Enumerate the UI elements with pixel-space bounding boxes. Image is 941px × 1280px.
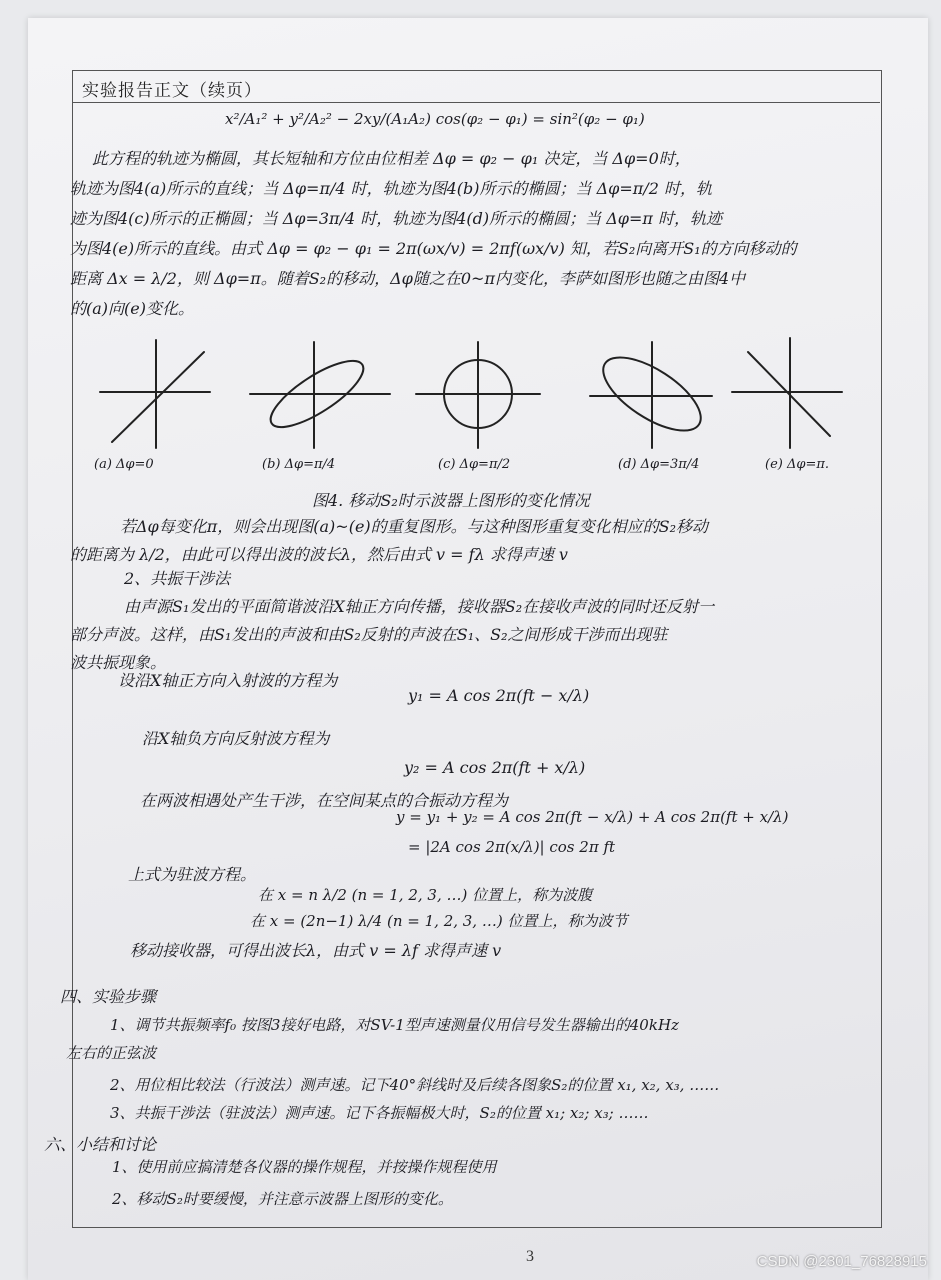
page-number: 3 — [526, 1248, 534, 1265]
step-3: 3、共振干涉法（驻波法）测声速。记下各振幅极大时，S₂的位置 x₁; x₂; x₃; …… — [110, 1104, 649, 1122]
lissajous-d — [590, 342, 712, 448]
para1-line3: 迹为图4(c)所示的正椭圆；当 Δφ=3π/4 时，轨迹为图4(d)所示的椭圆；当 Δφ=π 时，轨迹 — [70, 209, 722, 228]
lissajous-b — [250, 342, 390, 448]
header-row — [72, 70, 880, 103]
section2-title: 2、共振干涉法 — [124, 569, 231, 588]
fig-label-a: (a) Δφ=0 — [94, 457, 154, 472]
step-2: 2、用位相比较法（行波法）测声速。记下40°斜线时及后续各图象S₂的位置 x₁, x₂, x₃, …… — [110, 1076, 720, 1094]
note-1: 1、使用前应搞清楚各仪器的操作规程，并按操作规程使用 — [112, 1158, 497, 1176]
figure-caption: 图4. 移动S₂时示波器上图形的变化情况 — [312, 491, 590, 510]
section6-title: 六、小结和讨论 — [44, 1135, 157, 1154]
note-2: 2、移动S₂时要缓慢，并注意示波器上图形的变化。 — [112, 1190, 453, 1208]
watermark: CSDN @2301_76828915 — [756, 1253, 927, 1270]
equation-y1: y₁ = A cos 2π(ft − x/λ) — [408, 686, 590, 705]
para3-line2: 部分声波。这样，由S₁发出的声波和由S₂反射的声波在S₁、S₂之间形成干涉而出现驻 — [70, 625, 668, 644]
lissajous-equation: x²/A₁² + y²/A₂² − 2xy/(A₁A₂) cos(φ₂ − φ₁) = sin²(φ₂ − φ₁) — [225, 110, 645, 128]
fig-label-b: (b) Δφ=π/4 — [262, 457, 336, 472]
fig-label-e: (e) Δφ=π. — [765, 457, 830, 472]
equation-y-line1: y = y₁ + y₂ = A cos 2π(ft − x/λ) + A cos 2π(ft + x/λ) — [396, 808, 789, 826]
lissajous-figure — [72, 330, 880, 470]
lissajous-c — [416, 342, 540, 448]
report-header-title: 实验报告正文（续页） — [82, 81, 262, 101]
interference-intro: 在两波相遇处产生干涉，在空间某点的合振动方程为 — [140, 791, 509, 810]
fig-label-d: (d) Δφ=3π/4 — [618, 457, 700, 472]
step-1-continued: 左右的正弦波 — [66, 1044, 157, 1062]
antinode-line: 在 x = n λ/2 (n = 1, 2, 3, …) 位置上，称为波腹 — [258, 886, 593, 904]
para1-line4: 为图4(e)所示的直线。由式 Δφ = φ₂ − φ₁ = 2π(ωx/v) = 2πf(ωx/v) 知，若S₂向离开S₁的方向移动的 — [70, 239, 797, 258]
para1-line6: 的(a)向(e)变化。 — [70, 299, 194, 318]
para3-line1: 由声源S₁发出的平面简谐波沿X轴正方向传播，接收器S₂在接收声波的同时还反射一 — [124, 597, 715, 616]
measure-line: 移动接收器，可得出波长λ，由式 v = λf 求得声速 v — [130, 941, 502, 960]
para1-line2: 轨迹为图4(a)所示的直线；当 Δφ=π/4 时，轨迹为图4(b)所示的椭圆；当 Δφ=π/2 时，轨 — [70, 179, 712, 198]
reflected-intro: 沿X轴负方向反射波方程为 — [142, 729, 330, 748]
para2-line2: 的距离为 λ/2，由此可以得出波的波长λ，然后由式 v = fλ 求得声速 v — [70, 545, 568, 564]
section4-title: 四、实验步骤 — [60, 987, 157, 1006]
para3-line3: 波共振现象。 — [70, 653, 167, 672]
para2-line1: 若Δφ每变化π，则会出现图(a)~(e)的重复图形。与这种图形重复变化相应的S₂移动 — [120, 517, 709, 536]
fig-label-c: (c) Δφ=π/2 — [438, 457, 511, 472]
para1-line1: 此方程的轨迹为椭圆，其长短轴和方位由位相差 Δφ = φ₂ − φ₁ 决定，当 Δφ=0时， — [92, 149, 691, 168]
standing-wave-intro: 上式为驻波方程。 — [128, 865, 257, 884]
equation-y-line2: = |2A cos 2π(x/λ)| cos 2π ft — [408, 838, 616, 856]
lissajous-a — [100, 340, 210, 448]
step-1: 1、调节共振频率f₀ 按图3接好电路，对SV-1型声速测量仪用信号发生器输出的40kHz — [110, 1016, 679, 1034]
para1-line5: 距离 Δx = λ/2，则 Δφ=π。随着S₂的移动，Δφ随之在0~π内变化，李萨如图形也随之由图4中 — [70, 269, 746, 288]
equation-y2: y₂ = A cos 2π(ft + x/λ) — [404, 758, 586, 777]
incident-intro: 设沿X轴正方向入射波的方程为 — [118, 671, 338, 690]
lissajous-e — [732, 338, 842, 448]
node-line: 在 x = (2n−1) λ/4 (n = 1, 2, 3, …) 位置上，称为波节 — [250, 912, 628, 930]
